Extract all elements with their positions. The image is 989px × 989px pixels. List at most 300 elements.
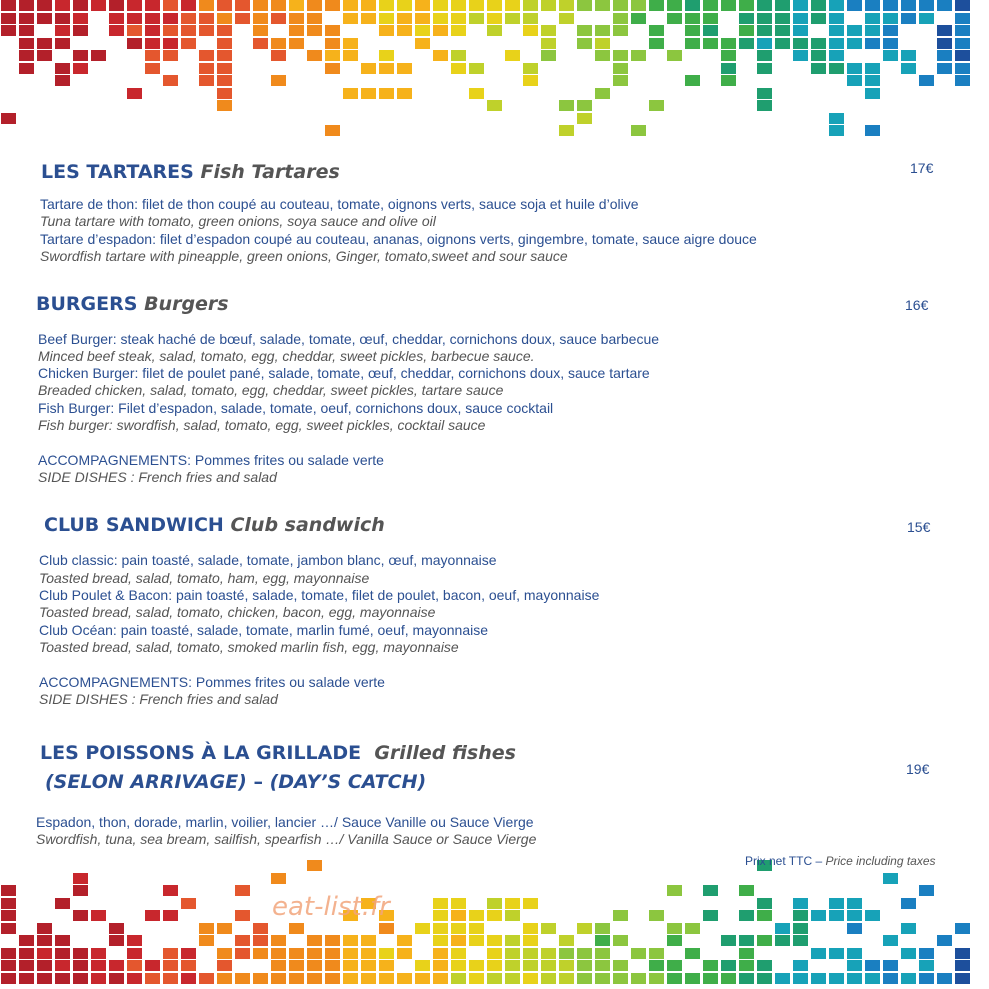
mosaic-tile bbox=[667, 923, 682, 934]
mosaic-tile bbox=[253, 38, 268, 49]
mosaic-tile bbox=[937, 935, 952, 946]
mosaic-tile bbox=[613, 25, 628, 36]
mosaic-tile bbox=[343, 960, 358, 971]
mosaic-tile bbox=[469, 88, 484, 99]
mosaic-tile bbox=[415, 25, 430, 36]
mosaic-tile bbox=[163, 75, 178, 86]
mosaic-tile bbox=[955, 0, 970, 11]
mosaic-tile bbox=[793, 38, 808, 49]
mosaic-tile bbox=[91, 0, 106, 11]
mosaic-tile bbox=[757, 973, 772, 984]
mosaic-tile bbox=[199, 973, 214, 984]
price: 15€ bbox=[907, 519, 931, 535]
mosaic-tile bbox=[433, 13, 448, 24]
mosaic-tile bbox=[631, 13, 646, 24]
mosaic-tile bbox=[1, 960, 16, 971]
mosaic-tile bbox=[73, 63, 88, 74]
mosaic-tile bbox=[577, 960, 592, 971]
mosaic-tile bbox=[397, 88, 412, 99]
mosaic-tile bbox=[487, 13, 502, 24]
mosaic-tile bbox=[829, 38, 844, 49]
mosaic-tile bbox=[649, 0, 664, 11]
mosaic-tile bbox=[55, 38, 70, 49]
mosaic-tile bbox=[721, 0, 736, 11]
mosaic-tile bbox=[811, 13, 826, 24]
mosaic-tile bbox=[253, 0, 268, 11]
price: 19€ bbox=[906, 761, 930, 777]
mosaic-tile bbox=[757, 63, 772, 74]
decorative-mosaic-bottom bbox=[0, 860, 989, 989]
item-fr: Tartare de thon: filet de thon coupé au couteau, tomate, oignons verts, sauce soja et huile d’olive bbox=[40, 196, 639, 212]
mosaic-tile bbox=[289, 960, 304, 971]
mosaic-tile bbox=[91, 973, 106, 984]
mosaic-tile bbox=[631, 50, 646, 61]
mosaic-tile bbox=[883, 0, 898, 11]
mosaic-tile bbox=[451, 13, 466, 24]
mosaic-tile bbox=[811, 973, 826, 984]
mosaic-tile bbox=[811, 910, 826, 921]
mosaic-tile bbox=[73, 50, 88, 61]
mosaic-tile bbox=[55, 75, 70, 86]
mosaic-tile bbox=[847, 25, 862, 36]
mosaic-tile bbox=[37, 13, 52, 24]
mosaic-tile bbox=[631, 0, 646, 11]
mosaic-tile bbox=[73, 910, 88, 921]
mosaic-tile bbox=[469, 63, 484, 74]
mosaic-tile bbox=[163, 960, 178, 971]
mosaic-tile bbox=[37, 935, 52, 946]
mosaic-tile bbox=[541, 960, 556, 971]
mosaic-tile bbox=[793, 13, 808, 24]
mosaic-tile bbox=[883, 960, 898, 971]
mosaic-tile bbox=[685, 25, 700, 36]
mosaic-tile bbox=[469, 960, 484, 971]
mosaic-tile bbox=[667, 960, 682, 971]
mosaic-tile bbox=[703, 25, 718, 36]
mosaic-tile bbox=[739, 0, 754, 11]
mosaic-tile bbox=[829, 25, 844, 36]
mosaic-tile bbox=[163, 0, 178, 11]
mosaic-tile bbox=[469, 923, 484, 934]
mosaic-tile bbox=[433, 973, 448, 984]
mosaic-tile bbox=[307, 0, 322, 11]
mosaic-tile bbox=[199, 13, 214, 24]
item-en: Toasted bread, salad, tomato, smoked marlin fish, egg, mayonnaise bbox=[39, 639, 459, 655]
mosaic-tile bbox=[73, 873, 88, 884]
mosaic-tile bbox=[487, 935, 502, 946]
mosaic-tile bbox=[217, 63, 232, 74]
mosaic-tile bbox=[19, 935, 34, 946]
mosaic-tile bbox=[19, 948, 34, 959]
mosaic-tile bbox=[523, 960, 538, 971]
mosaic-tile bbox=[487, 973, 502, 984]
mosaic-tile bbox=[1, 0, 16, 11]
mosaic-tile bbox=[865, 13, 880, 24]
mosaic-tile bbox=[163, 50, 178, 61]
mosaic-tile bbox=[397, 948, 412, 959]
mosaic-tile bbox=[451, 910, 466, 921]
mosaic-tile bbox=[829, 63, 844, 74]
mosaic-tile bbox=[829, 13, 844, 24]
mosaic-tile bbox=[217, 923, 232, 934]
mosaic-tile bbox=[91, 948, 106, 959]
mosaic-tile bbox=[577, 38, 592, 49]
mosaic-tile bbox=[289, 25, 304, 36]
mosaic-tile bbox=[541, 50, 556, 61]
mosaic-tile bbox=[451, 935, 466, 946]
mosaic-tile bbox=[721, 935, 736, 946]
mosaic-tile bbox=[37, 948, 52, 959]
mosaic-tile bbox=[739, 973, 754, 984]
mosaic-tile bbox=[667, 935, 682, 946]
mosaic-tile bbox=[217, 960, 232, 971]
mosaic-tile bbox=[145, 973, 160, 984]
mosaic-tile bbox=[19, 960, 34, 971]
mosaic-tile bbox=[541, 948, 556, 959]
mosaic-tile bbox=[901, 50, 916, 61]
mosaic-tile bbox=[415, 13, 430, 24]
mosaic-tile bbox=[253, 973, 268, 984]
mosaic-tile bbox=[829, 0, 844, 11]
mosaic-tile bbox=[505, 960, 520, 971]
mosaic-tile bbox=[955, 63, 970, 74]
mosaic-tile bbox=[19, 973, 34, 984]
mosaic-tile bbox=[163, 948, 178, 959]
mosaic-tile bbox=[937, 25, 952, 36]
mosaic-tile bbox=[433, 960, 448, 971]
mosaic-tile bbox=[649, 38, 664, 49]
mosaic-tile bbox=[361, 973, 376, 984]
mosaic-tile bbox=[775, 25, 790, 36]
mosaic-tile bbox=[865, 38, 880, 49]
mosaic-tile bbox=[469, 910, 484, 921]
mosaic-tile bbox=[505, 973, 520, 984]
mosaic-tile bbox=[307, 935, 322, 946]
mosaic-tile bbox=[379, 88, 394, 99]
mosaic-tile bbox=[73, 25, 88, 36]
mosaic-tile bbox=[577, 973, 592, 984]
mosaic-tile bbox=[703, 13, 718, 24]
mosaic-tile bbox=[559, 0, 574, 11]
mosaic-tile bbox=[91, 910, 106, 921]
mosaic-tile bbox=[325, 38, 340, 49]
mosaic-tile bbox=[163, 38, 178, 49]
mosaic-tile bbox=[847, 923, 862, 934]
mosaic-tile bbox=[865, 910, 880, 921]
mosaic-tile bbox=[235, 948, 250, 959]
mosaic-tile bbox=[289, 923, 304, 934]
mosaic-tile bbox=[469, 935, 484, 946]
mosaic-tile bbox=[541, 923, 556, 934]
mosaic-tile bbox=[595, 50, 610, 61]
mosaic-tile bbox=[595, 973, 610, 984]
mosaic-tile bbox=[37, 0, 52, 11]
mosaic-tile bbox=[451, 898, 466, 909]
mosaic-tile bbox=[649, 100, 664, 111]
mosaic-tile bbox=[937, 973, 952, 984]
price: 16€ bbox=[905, 297, 929, 313]
mosaic-tile bbox=[271, 948, 286, 959]
mosaic-tile bbox=[217, 75, 232, 86]
mosaic-tile bbox=[829, 898, 844, 909]
mosaic-tile bbox=[955, 960, 970, 971]
mosaic-tile bbox=[541, 25, 556, 36]
mosaic-tile bbox=[127, 973, 142, 984]
mosaic-tile bbox=[325, 25, 340, 36]
mosaic-tile bbox=[217, 948, 232, 959]
mosaic-tile bbox=[505, 935, 520, 946]
mosaic-tile bbox=[289, 0, 304, 11]
mosaic-tile bbox=[109, 935, 124, 946]
section-title: CLUB SANDWICH Club sandwich bbox=[44, 514, 385, 536]
mosaic-tile bbox=[757, 100, 772, 111]
mosaic-tile bbox=[73, 948, 88, 959]
mosaic-tile bbox=[163, 25, 178, 36]
mosaic-tile bbox=[325, 973, 340, 984]
mosaic-tile bbox=[271, 935, 286, 946]
mosaic-tile bbox=[595, 923, 610, 934]
mosaic-tile bbox=[703, 885, 718, 896]
mosaic-tile bbox=[775, 923, 790, 934]
mosaic-tile bbox=[685, 75, 700, 86]
mosaic-tile bbox=[181, 25, 196, 36]
mosaic-tile bbox=[145, 0, 160, 11]
mosaic-tile bbox=[163, 885, 178, 896]
mosaic-tile bbox=[127, 935, 142, 946]
mosaic-tile bbox=[901, 948, 916, 959]
mosaic-tile bbox=[883, 25, 898, 36]
watermark: eat-list.fr bbox=[272, 892, 390, 922]
mosaic-tile bbox=[865, 88, 880, 99]
section-title: LES POISSONS À LA GRILLADE Grilled fishes bbox=[40, 742, 516, 764]
mosaic-tile bbox=[55, 960, 70, 971]
mosaic-tile bbox=[775, 935, 790, 946]
mosaic-tile bbox=[505, 0, 520, 11]
mosaic-tile bbox=[109, 960, 124, 971]
mosaic-tile bbox=[865, 960, 880, 971]
mosaic-tile bbox=[523, 973, 538, 984]
mosaic-tile bbox=[649, 910, 664, 921]
mosaic-tile bbox=[649, 973, 664, 984]
mosaic-tile bbox=[487, 100, 502, 111]
mosaic-tile bbox=[379, 25, 394, 36]
mosaic-tile bbox=[127, 13, 142, 24]
mosaic-tile bbox=[487, 960, 502, 971]
mosaic-tile bbox=[199, 935, 214, 946]
mosaic-tile bbox=[361, 960, 376, 971]
item-en: Fish burger: swordfish, salad, tomato, egg, sweet pickles, cocktail sauce bbox=[38, 417, 486, 433]
mosaic-tile bbox=[379, 63, 394, 74]
section-title: BURGERS Burgers bbox=[36, 293, 229, 315]
mosaic-tile bbox=[649, 948, 664, 959]
mosaic-tile bbox=[379, 923, 394, 934]
sides-fr: ACCOMPAGNEMENTS: Pommes frites ou salade verte bbox=[38, 452, 384, 468]
mosaic-tile bbox=[73, 885, 88, 896]
mosaic-tile bbox=[739, 13, 754, 24]
mosaic-tile bbox=[127, 960, 142, 971]
mosaic-tile bbox=[127, 38, 142, 49]
section-title: LES TARTARES Fish Tartares bbox=[41, 161, 340, 183]
mosaic-tile bbox=[847, 973, 862, 984]
mosaic-tile bbox=[181, 0, 196, 11]
mosaic-tile bbox=[451, 923, 466, 934]
mosaic-tile bbox=[19, 13, 34, 24]
mosaic-tile bbox=[343, 50, 358, 61]
mosaic-tile bbox=[739, 960, 754, 971]
mosaic-tile bbox=[325, 0, 340, 11]
mosaic-tile bbox=[55, 948, 70, 959]
mosaic-tile bbox=[685, 948, 700, 959]
mosaic-tile bbox=[757, 898, 772, 909]
mosaic-tile bbox=[37, 923, 52, 934]
mosaic-tile bbox=[739, 885, 754, 896]
mosaic-tile bbox=[721, 973, 736, 984]
mosaic-tile bbox=[901, 13, 916, 24]
mosaic-tile bbox=[253, 935, 268, 946]
item-en: Breaded chicken, salad, tomato, egg, cheddar, sweet pickles, tartare sauce bbox=[38, 382, 504, 398]
mosaic-tile bbox=[379, 960, 394, 971]
mosaic-tile bbox=[721, 960, 736, 971]
item-fr: Club classic: pain toasté, salade, tomate, jambon blanc, œuf, mayonnaise bbox=[39, 552, 497, 568]
mosaic-tile bbox=[451, 50, 466, 61]
mosaic-tile bbox=[613, 50, 628, 61]
mosaic-tile bbox=[613, 0, 628, 11]
mosaic-tile bbox=[19, 63, 34, 74]
mosaic-tile bbox=[253, 948, 268, 959]
mosaic-tile bbox=[271, 0, 286, 11]
mosaic-tile bbox=[559, 973, 574, 984]
mosaic-tile bbox=[793, 935, 808, 946]
mosaic-tile bbox=[865, 25, 880, 36]
mosaic-tile bbox=[919, 960, 934, 971]
mosaic-tile bbox=[145, 50, 160, 61]
mosaic-tile bbox=[847, 948, 862, 959]
mosaic-tile bbox=[145, 38, 160, 49]
mosaic-tile bbox=[829, 910, 844, 921]
mosaic-tile bbox=[757, 0, 772, 11]
mosaic-tile bbox=[901, 0, 916, 11]
mosaic-tile bbox=[433, 910, 448, 921]
mosaic-tile bbox=[721, 63, 736, 74]
mosaic-tile bbox=[595, 948, 610, 959]
mosaic-tile bbox=[433, 0, 448, 11]
mosaic-tile bbox=[55, 898, 70, 909]
item-en: Tuna tartare with tomato, green onions, soya sauce and olive oil bbox=[40, 213, 436, 229]
mosaic-tile bbox=[451, 973, 466, 984]
mosaic-tile bbox=[145, 960, 160, 971]
mosaic-tile bbox=[217, 973, 232, 984]
mosaic-tile bbox=[307, 860, 322, 871]
mosaic-tile bbox=[379, 948, 394, 959]
mosaic-tile bbox=[55, 0, 70, 11]
mosaic-tile bbox=[559, 100, 574, 111]
mosaic-tile bbox=[343, 88, 358, 99]
mosaic-tile bbox=[703, 0, 718, 11]
mosaic-tile bbox=[307, 13, 322, 24]
mosaic-tile bbox=[703, 910, 718, 921]
mosaic-tile bbox=[955, 75, 970, 86]
mosaic-tile bbox=[595, 88, 610, 99]
mosaic-tile bbox=[55, 935, 70, 946]
mosaic-tile bbox=[631, 125, 646, 136]
mosaic-tile bbox=[649, 25, 664, 36]
mosaic-tile bbox=[685, 0, 700, 11]
mosaic-tile bbox=[721, 75, 736, 86]
mosaic-tile bbox=[505, 13, 520, 24]
mosaic-tile bbox=[757, 38, 772, 49]
mosaic-tile bbox=[181, 948, 196, 959]
mosaic-tile bbox=[109, 973, 124, 984]
mosaic-tile bbox=[559, 935, 574, 946]
mosaic-tile bbox=[271, 50, 286, 61]
mosaic-tile bbox=[361, 88, 376, 99]
mosaic-tile bbox=[955, 973, 970, 984]
mosaic-tile bbox=[829, 973, 844, 984]
mosaic-tile bbox=[523, 13, 538, 24]
item-fr: Club Océan: pain toasté, salade, tomate, marlin fumé, oeuf, mayonnaise bbox=[39, 622, 489, 638]
mosaic-tile bbox=[703, 973, 718, 984]
mosaic-tile bbox=[505, 898, 520, 909]
mosaic-tile bbox=[937, 50, 952, 61]
mosaic-tile bbox=[55, 13, 70, 24]
mosaic-tile bbox=[901, 923, 916, 934]
mosaic-tile bbox=[433, 898, 448, 909]
mosaic-tile bbox=[613, 960, 628, 971]
mosaic-tile bbox=[451, 948, 466, 959]
mosaic-tile bbox=[397, 935, 412, 946]
mosaic-tile bbox=[397, 973, 412, 984]
mosaic-tile bbox=[379, 13, 394, 24]
mosaic-tile bbox=[199, 63, 214, 74]
mosaic-tile bbox=[613, 973, 628, 984]
mosaic-tile bbox=[307, 973, 322, 984]
mosaic-tile bbox=[199, 75, 214, 86]
mosaic-tile bbox=[181, 898, 196, 909]
mosaic-tile bbox=[181, 960, 196, 971]
mosaic-tile bbox=[595, 25, 610, 36]
mosaic-tile bbox=[415, 38, 430, 49]
mosaic-tile bbox=[541, 38, 556, 49]
mosaic-tile bbox=[703, 960, 718, 971]
mosaic-tile bbox=[739, 910, 754, 921]
mosaic-tile bbox=[793, 0, 808, 11]
mosaic-tile bbox=[1, 923, 16, 934]
mosaic-tile bbox=[307, 960, 322, 971]
mosaic-tile bbox=[559, 948, 574, 959]
mosaic-tile bbox=[793, 923, 808, 934]
mosaic-tile bbox=[955, 948, 970, 959]
mosaic-tile bbox=[613, 13, 628, 24]
mosaic-tile bbox=[433, 935, 448, 946]
mosaic-tile bbox=[685, 973, 700, 984]
mosaic-tile bbox=[757, 50, 772, 61]
mosaic-tile bbox=[649, 960, 664, 971]
mosaic-tile bbox=[487, 948, 502, 959]
mosaic-tile bbox=[667, 885, 682, 896]
mosaic-tile bbox=[271, 973, 286, 984]
mosaic-tile bbox=[397, 0, 412, 11]
mosaic-tile bbox=[559, 125, 574, 136]
mosaic-tile bbox=[271, 38, 286, 49]
mosaic-tile bbox=[181, 973, 196, 984]
mosaic-tile bbox=[793, 50, 808, 61]
mosaic-tile bbox=[523, 63, 538, 74]
mosaic-tile bbox=[919, 885, 934, 896]
sides-fr: ACCOMPAGNEMENTS: Pommes frites ou salade verte bbox=[39, 674, 385, 690]
mosaic-tile bbox=[829, 948, 844, 959]
mosaic-tile bbox=[73, 960, 88, 971]
mosaic-tile bbox=[865, 63, 880, 74]
